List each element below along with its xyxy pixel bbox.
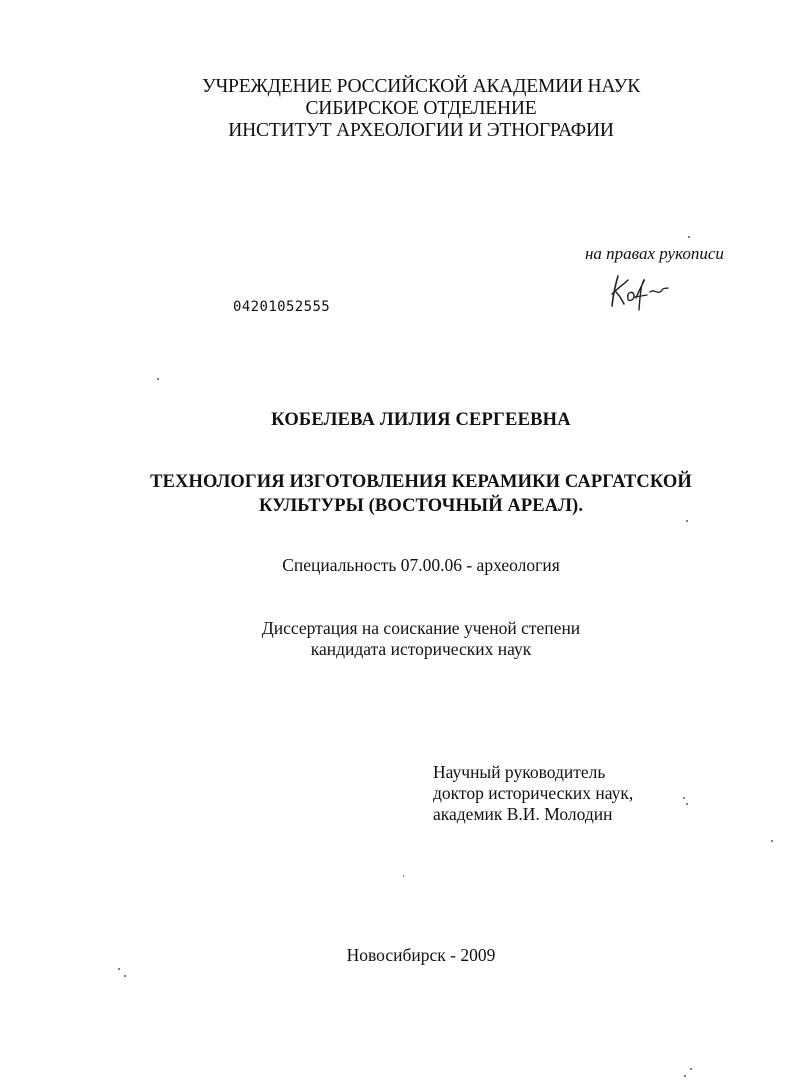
- handwritten-signature: [606, 270, 676, 314]
- scan-speck: [157, 378, 159, 380]
- scan-speck: [688, 236, 690, 238]
- scan-speck: [684, 1075, 686, 1077]
- advisor-line-1: Научный руководитель: [433, 762, 606, 782]
- place-and-year: Новосибирск - 2009: [346, 945, 496, 965]
- advisor-line-3: академик В.И. Молодин: [433, 804, 613, 824]
- scan-speck: [683, 797, 685, 799]
- scan-speck: [686, 520, 688, 522]
- thesis-title-line-2: КУЛЬТУРЫ (ВОСТОЧНЫЙ АРЕАЛ).: [258, 496, 584, 516]
- scan-speck: [686, 803, 688, 805]
- institution-line-2: СИБИРСКОЕ ОТДЕЛЕНИЕ: [305, 98, 537, 119]
- scan-speck: [771, 840, 773, 842]
- institution-line-3: ИНСТИТУТ АРХЕОЛОГИИ И ЭТНОГРАФИИ: [228, 120, 614, 141]
- thesis-title-line-1: ТЕХНОЛОГИЯ ИЗГОТОВЛЕНИЯ КЕРАМИКИ САРГАТСКОЙ: [150, 472, 692, 492]
- scan-speck: [118, 968, 120, 970]
- catalog-code: 04201052555: [233, 299, 331, 315]
- specialty: Специальность 07.00.06 - археология: [282, 555, 560, 575]
- manuscript-note: на правах рукописи: [585, 244, 724, 263]
- advisor-line-2: доктор исторических наук,: [433, 783, 634, 803]
- scan-speck: [690, 1068, 692, 1070]
- author-name: КОБЕЛЕВА ЛИЛИЯ СЕРГЕЕВНА: [271, 410, 571, 430]
- institution-line-1: УЧРЕЖДЕНИЕ РОССИЙСКОЙ АКАДЕМИИ НАУК: [201, 76, 641, 97]
- scan-speck: [403, 875, 404, 877]
- dissertation-line-1: Диссертация на соискание ученой степени: [261, 618, 581, 638]
- scan-speck: [124, 975, 126, 977]
- dissertation-line-2: кандидата исторических наук: [310, 639, 532, 659]
